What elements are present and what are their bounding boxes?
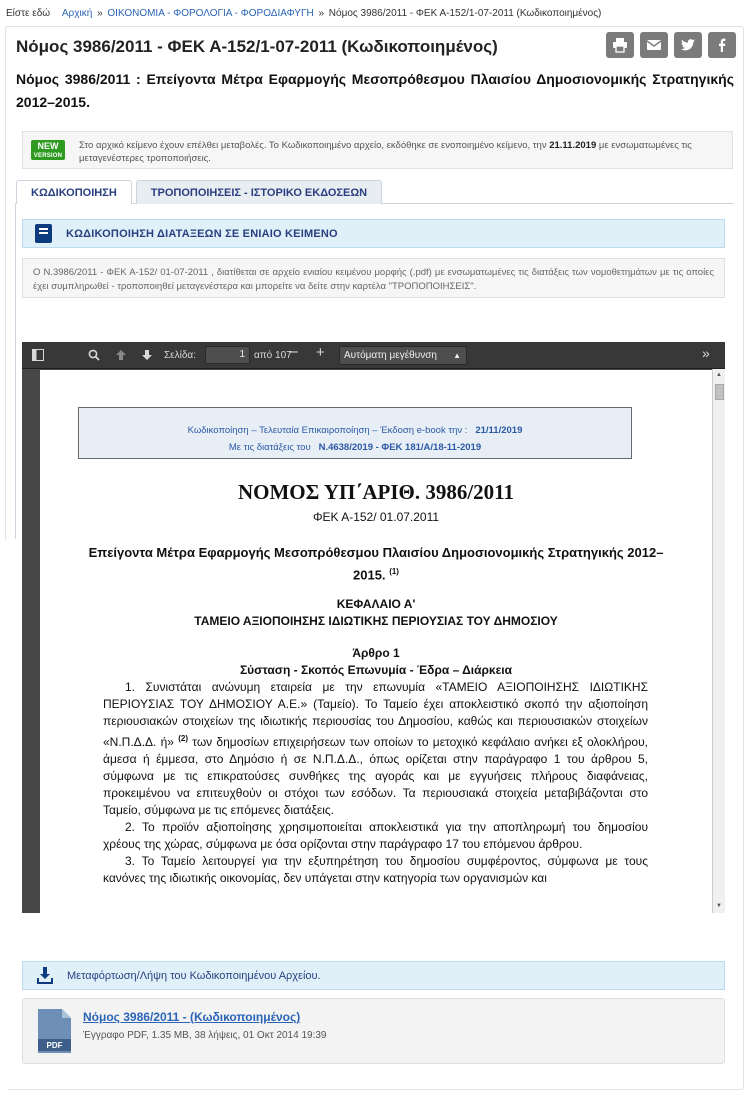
email-button[interactable] xyxy=(640,32,668,58)
tools-expand-icon[interactable]: » xyxy=(702,345,710,361)
pdf-toolbar xyxy=(22,342,725,369)
breadcrumb-prefix: Είστε εδώ xyxy=(6,8,51,19)
pdf-article-heading: Άρθρο 1 Σύσταση - Σκοπός Επωνυμία - Έδρα – Διάρκεια xyxy=(239,646,512,677)
print-button[interactable] xyxy=(606,32,634,58)
next-page-icon[interactable] xyxy=(141,349,153,361)
scroll-thumb[interactable] xyxy=(715,384,724,400)
page-label: Σελίδα: xyxy=(164,350,196,361)
pdf-document-title: Επείγοντα Μέτρα Εφαρμογής Μεσοπρόθεσμου Πλαισίου Δημοσιονομικής Στρατηγικής 2012–2015. $^{(1)}$ xyxy=(88,545,664,583)
pdf-chapter: ΚΕΦΑΛΑΙΟ Α' ΤΑΜΕΙΟ ΑΞΙΟΠΟΙΗΣΗΣ ΙΔΙΩΤΙΚΗΣ ΠΕΡΙΟΥΣΙΑΣ ΤΟΥ ΔΗΜΟΣΙΟΥ xyxy=(194,597,558,628)
sidebar-toggle-icon[interactable] xyxy=(32,349,44,361)
pdf-file-icon xyxy=(38,1009,71,1053)
update-notice xyxy=(22,131,733,169)
share-buttons xyxy=(606,32,736,58)
file-download-link[interactable]: Νόμος 3986/2011 - (Κωδικοποιημένος) xyxy=(83,1010,301,1024)
file-meta: Έγγραφο PDF, 1.35 MB, 38 λήψεις, 01 Οκτ 2014 19:39 xyxy=(83,1030,327,1041)
update-date: 21.11.2019 xyxy=(549,140,597,151)
pdf-scrollbar[interactable] xyxy=(712,369,725,913)
svg-text:PDF: PDF xyxy=(46,1041,63,1050)
download-heading-box xyxy=(22,961,725,990)
email-icon xyxy=(646,37,662,53)
file-entry xyxy=(22,998,725,1064)
zoom-out-icon[interactable]: – xyxy=(289,343,298,360)
breadcrumb-current: Νόμος 3986/2011 - ΦΕΚ Α-152/1-07-2011 (Κωδικοποιημένος) xyxy=(328,8,602,19)
new-version-badge: NEW VERSION xyxy=(31,140,65,160)
pdf-header-box: Κωδικοποίηση – Τελευταία Επικαιροποίηση – Έκδοση e-book την : 21/11/2019 Με τις διατάξεις του Ν.4638/2019 - ΦΕΚ 181/Α/18-11-2019 xyxy=(78,407,632,459)
pdf-page xyxy=(40,370,712,913)
twitter-button[interactable] xyxy=(674,32,702,58)
print-icon xyxy=(612,37,628,53)
previous-page-icon[interactable] xyxy=(115,349,127,361)
breadcrumb: Είστε εδώ Αρχική » ΟΙΚΟΝΟΜΙΑ - ΦΟΡΟΛΟΓΙΑ - ΦΟΡΟΔΙΑΦΥΓΗ » Νόμος 3986/2011 - ΦΕΚ Α-152/1-07-2011 (Κωδικοποιημένος) xyxy=(6,8,602,19)
pdf-fek: ΦΕΚ Α-152/ 01.07.2011 xyxy=(312,510,440,524)
paragraph-2: 2. Το προϊόν αξιοποίησης χρησιμοποιείται αποκλειστικά για την αποπληρωμή του δημοσίου χρέους της χώρας, σύμφωνα με όσα ορίζονται στην παράγραφο 17 του επόμενου άρθρου. xyxy=(103,820,648,851)
facebook-button[interactable] xyxy=(708,32,736,58)
pdf-body-text xyxy=(103,679,648,887)
book-icon xyxy=(35,224,52,243)
breadcrumb-category-link[interactable]: ΟΙΚΟΝΟΜΙΑ - ΦΟΡΟΛΟΓΙΑ - ΦΟΡΟΔΙΑΦΥΓΗ xyxy=(107,8,314,19)
page-total: από 107 xyxy=(254,350,292,361)
tab-amendments-history[interactable]: ΤΡΟΠΟΠΟΙΗΣΕΙΣ - ΙΣΤΟΡΙΚΟ ΕΚΔΟΣΕΩΝ xyxy=(136,180,382,204)
search-icon[interactable] xyxy=(88,349,100,361)
codification-heading: ΚΩΔΙΚΟΠΟΙΗΣΗ ΔΙΑΤΑΞΕΩΝ ΣΕ ΕΝΙΑΙΟ ΚΕΙΜΕΝΟ xyxy=(66,227,338,240)
paragraph-3: 3. Το Ταμείο λειτουργεί για την εξυπηρέτηση του δημοσίου συμφέροντος, σύμφωνα με τους κανόνες της ιδιωτικής οικονομίας, δεν υπάγεται στην κατηγορία των οργανισμών και xyxy=(103,854,648,885)
update-notice-text: Στο αρχικό κείμενο έχουν επέλθει μεταβολές. Το Κωδικοποιημένο αρχείο, εκδόθηκε σε ενοποιημένο κείμενο, την 21.11.2019 με ενσωματωμένες τις μεταγενέστερες τροποποιήσεις. xyxy=(79,140,692,164)
scroll-down-icon[interactable]: ▼ xyxy=(716,903,722,909)
download-label: Μεταφόρτωση/Λήψη του Κωδικοποιημένου Αρχείου. xyxy=(67,969,321,982)
download-icon xyxy=(35,966,55,986)
page-title: Νόμος 3986/2011 - ΦΕΚ Α-152/1-07-2011 (Κωδικοποιημένος) xyxy=(16,37,498,56)
scroll-up-icon[interactable]: ▲ xyxy=(716,372,722,378)
codification-heading-box xyxy=(22,219,725,248)
codification-description: Ο Ν.3986/2011 - ΦΕΚ Α-152/ 01-07-2011 , διατίθεται σε αρχείο ενιαίου κειμένου μορφής (.pdf) με ενσωματωμένες τις διατάξεις των νομοθετημάτων με τις οποίες έχει συμπληρωθεί - τροποποιηθεί μεταγενέστερα και μπορείτε να δείτε στην καρτέλα "ΤΡΟΠΟΠΟΙΗΣΕΙΣ". xyxy=(22,258,725,298)
breadcrumb-home-link[interactable]: Αρχική xyxy=(61,8,93,19)
law-subtitle: Νόμος 3986/2011 : Επείγοντα Μέτρα Εφαρμογής Μεσοπρόθεσμου Πλαισίου Δημοσιονομικής Στρατηγικής 2012–2015. xyxy=(16,71,734,110)
paragraph-1: 1. Συνιστάται ανώνυμη εταιρεία με την επωνυμία «ΤΑΜΕΙΟ ΑΞΙΟΠΟΙΗΣΗΣ ΙΔΙΩΤΙΚΗΣ ΠΕΡΙΟΥΣΙΑΣ ΤΟΥ ΔΗΜΟΣΙΟΥ Α.Ε.» (Ταμείο). Το Ταμείο έχει αποκλειστικό σκοπό την αξιοποίηση περιουσιακών στοιχείων της ιδιωτικής περιουσίας του Δημοσίου, καθώς και περιουσιακών στοιχείων «Ν.Π.Δ.Δ. ή» $^{(2)}$ των δημοσίων επιχειρήσεων των οποίων το μετοχικό κεφάλαιο ανήκει εξ ολοκλήρου, άμεσα ή έμμεσα, στο Δημόσιο ή σε Ν.Π.Δ.Δ., όπως ορίζεται στην παράγραφο 1 του άρθρου 5, σύμφωνα με τις επικρατούσες συνθήκες της αγοράς και με εγγυήσεις πλήρους διαφάνειας, προκειμένου να επιτευχθούν οι στόχοι των εσόδων. Τα περιουσιακά στοιχεία μεταβιβάζονται στο Ταμείο, σύμφωνα με τις επόμενες διατάξεις. xyxy=(103,680,648,817)
facebook-icon xyxy=(714,37,730,53)
zoom-in-icon[interactable]: + xyxy=(316,344,325,361)
twitter-icon xyxy=(680,37,696,53)
pdf-law-title: ΝΟΜΟΣ ΥΠ΄ΑΡΙΘ. 3986/2011 xyxy=(237,480,515,504)
page-number-input[interactable]: 1 xyxy=(205,346,250,364)
caret-updown-icon: ▲ xyxy=(453,351,461,360)
pdf-viewer xyxy=(22,342,725,913)
zoom-select[interactable]: Αυτόματη μεγέθυνση ▲ xyxy=(339,346,467,365)
tab-bar xyxy=(16,180,382,204)
tab-codification[interactable]: ΚΩΔΙΚΟΠΟΙΗΣΗ xyxy=(16,180,132,204)
